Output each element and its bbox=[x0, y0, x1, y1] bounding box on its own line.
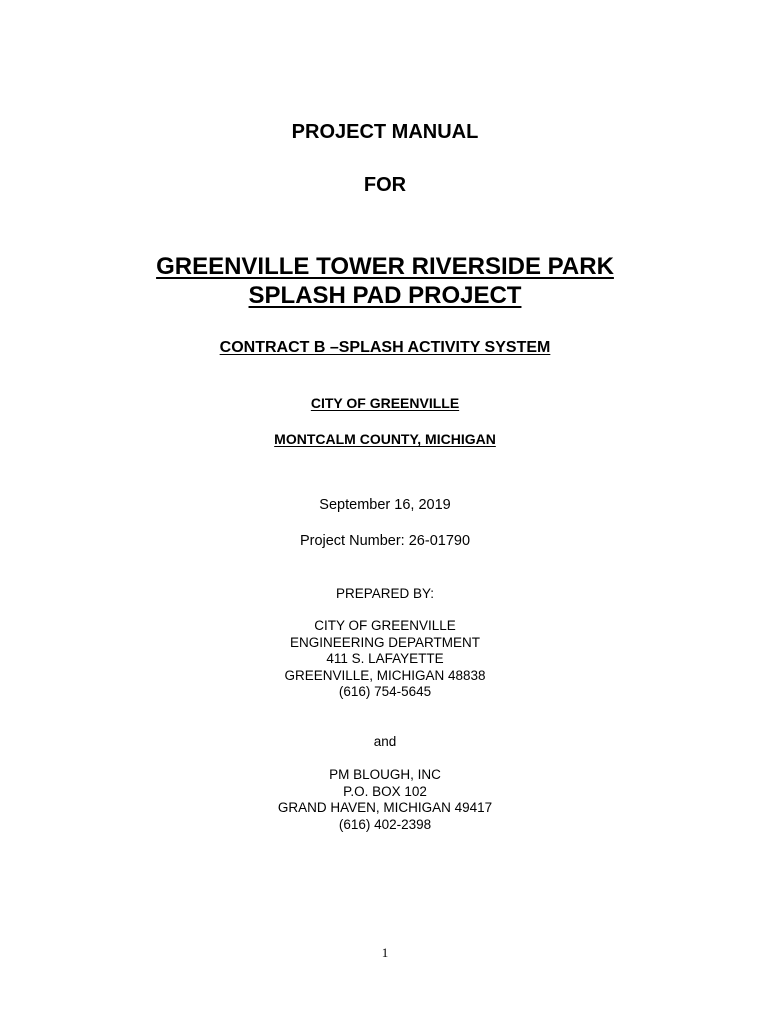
preparer1-street: 411 S. LAFAYETTE bbox=[326, 651, 444, 666]
owner-city: CITY OF GREENVILLE bbox=[310, 395, 460, 411]
owner-county: MONTCALM COUNTY, MICHIGAN bbox=[274, 431, 496, 447]
preparer1-city-state: GREENVILLE, MICHIGAN 48838 bbox=[284, 667, 486, 683]
and-separator: and bbox=[373, 734, 397, 749]
manual-title: PROJECT MANUAL bbox=[291, 121, 479, 143]
manual-title-for: FOR bbox=[363, 174, 407, 196]
contract-title: CONTRACT B –SPLASH ACTIVITY SYSTEM bbox=[219, 339, 551, 356]
project-name-line2: SPLASH PAD PROJECT bbox=[248, 282, 522, 309]
project-name-line1: GREENVILLE TOWER RIVERSIDE PARK bbox=[156, 253, 614, 280]
preparer1-department: ENGINEERING DEPARTMENT bbox=[289, 634, 481, 650]
preparer2-phone: (616) 402-2398 bbox=[338, 816, 432, 832]
preparer1-name: CITY OF GREENVILLE bbox=[314, 618, 456, 633]
preparer2-city-state: GRAND HAVEN, MICHIGAN 49417 bbox=[277, 800, 493, 815]
issue-date: September 16, 2019 bbox=[319, 497, 451, 513]
preparer-city-block bbox=[0, 618, 770, 701]
prepared-by-label: PREPARED BY: bbox=[335, 586, 435, 601]
project-number: Project Number: 26-01790 bbox=[299, 533, 471, 549]
page-number: 1 bbox=[381, 945, 389, 960]
preparer1-phone: (616) 754-5645 bbox=[338, 684, 432, 699]
preparer2-po-box: P.O. BOX 102 bbox=[343, 783, 427, 799]
preparer2-name: PM BLOUGH, INC bbox=[329, 767, 441, 782]
preparer-consultant-block bbox=[0, 767, 770, 833]
